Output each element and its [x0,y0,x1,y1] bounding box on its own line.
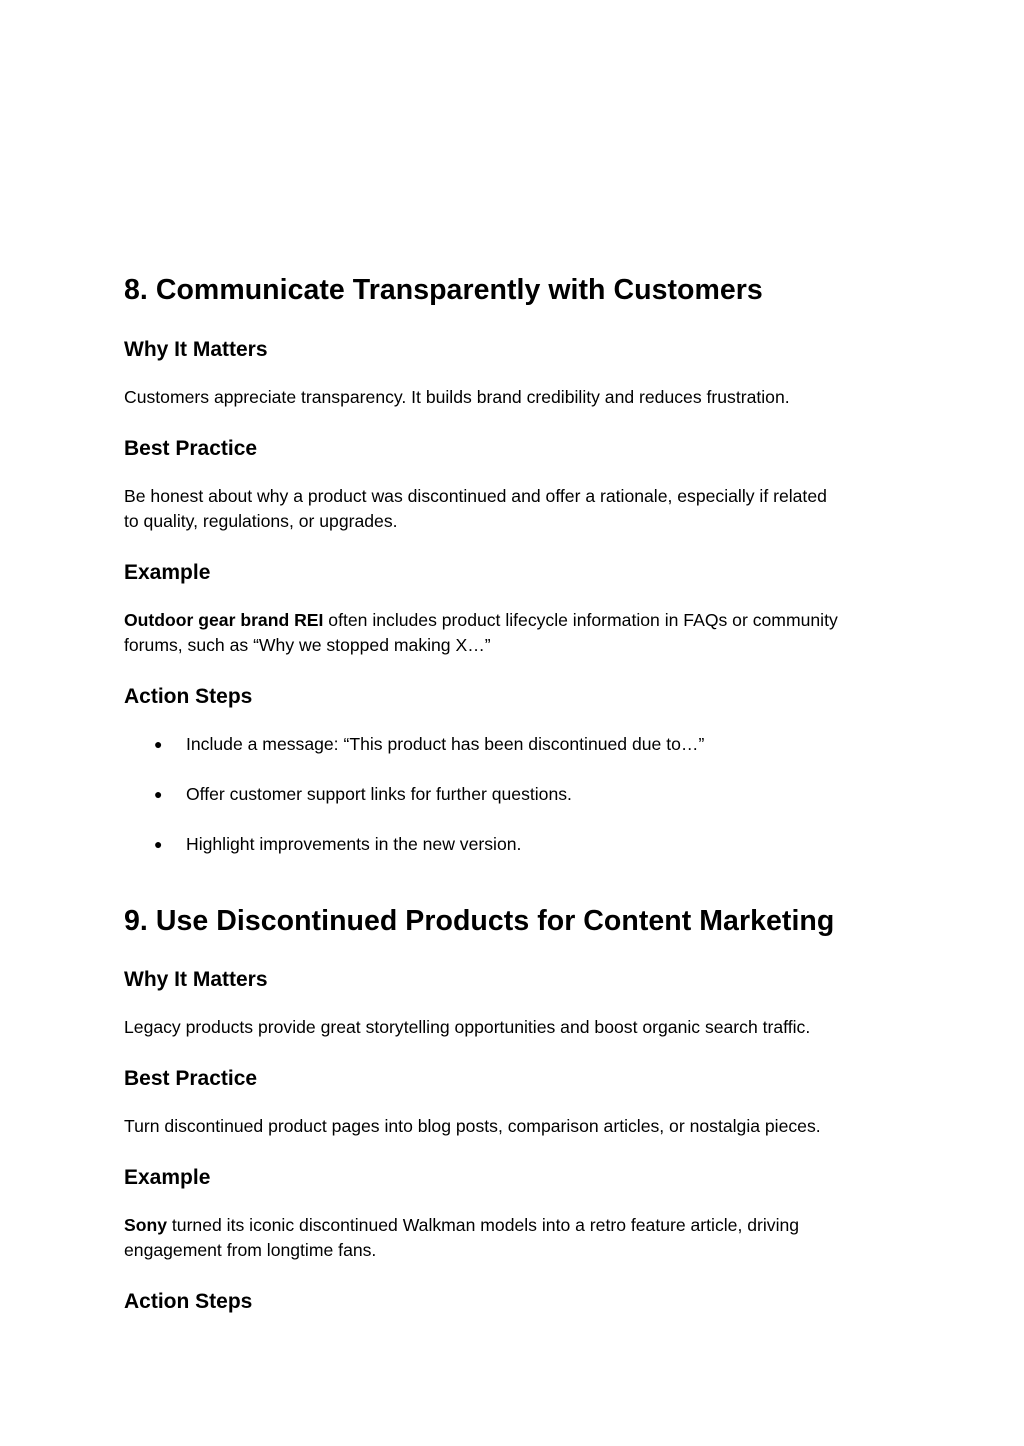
section-9-best-heading: Best Practice [124,1067,258,1090]
bullet-icon: ● [154,836,163,852]
section-9-example-brand: Sony [124,1215,168,1235]
section-9-example-line-2: engagement from longtime fans. [124,1240,377,1260]
section-9-example-heading: Example [124,1166,211,1189]
section-8-best-line-2: to quality, regulations, or upgrades. [124,511,398,531]
section-8-title: 8. Communicate Transparently with Customers [124,274,763,306]
section-9-title: 9. Use Discontinued Products for Content Marketing [124,905,835,937]
section-8-action-heading: Action Steps [124,685,253,708]
section-9-example-rest: turned its iconic discontinued Walkman models into a retro feature article, driving [167,1215,800,1235]
section-9-example-line-1 [124,1213,904,1238]
section-8-why-text [124,385,904,410]
section-8-example-line-2: forums, such as “Why we stopped making X…” [124,635,491,655]
list-item [124,732,904,757]
section-8-best-heading: Best Practice [124,437,258,460]
section-8-example-brand: Outdoor gear brand REI [124,610,324,630]
section-8-example-text [124,608,904,658]
section-8-example-line-1 [124,608,904,633]
action-step-text: Highlight improvements in the new version. [186,834,522,854]
action-step-text: Offer customer support links for further questions. [186,784,572,804]
bullet-icon: ● [154,736,163,752]
section-8-best-text [124,484,904,534]
section-9-action-heading: Action Steps [124,1290,253,1313]
section-8-example-rest: often includes product lifecycle information in FAQs or community [323,610,838,630]
list-item [124,832,904,857]
section-8-why-line: Customers appreciate transparency. It builds brand credibility and reduces frustration. [124,387,790,407]
section-8-example-heading: Example [124,561,211,584]
section-9-why-text [124,1015,904,1040]
section-9-example-text [124,1213,904,1263]
section-9-why-line: Legacy products provide great storytelling opportunities and boost organic search traffic. [124,1017,811,1037]
section-8-best-line-1: Be honest about why a product was discontinued and offer a rationale, especially if related [124,486,827,506]
section-9-why-heading: Why It Matters [124,968,268,991]
section-9-best-line: Turn discontinued product pages into blog posts, comparison articles, or nostalgia pieces. [124,1116,821,1136]
action-step-text: Include a message: “This product has been discontinued due to…” [186,734,705,754]
list-item [124,782,904,807]
section-8-why-heading: Why It Matters [124,338,268,361]
section-9-best-text [124,1114,904,1139]
bullet-icon: ● [154,786,163,802]
